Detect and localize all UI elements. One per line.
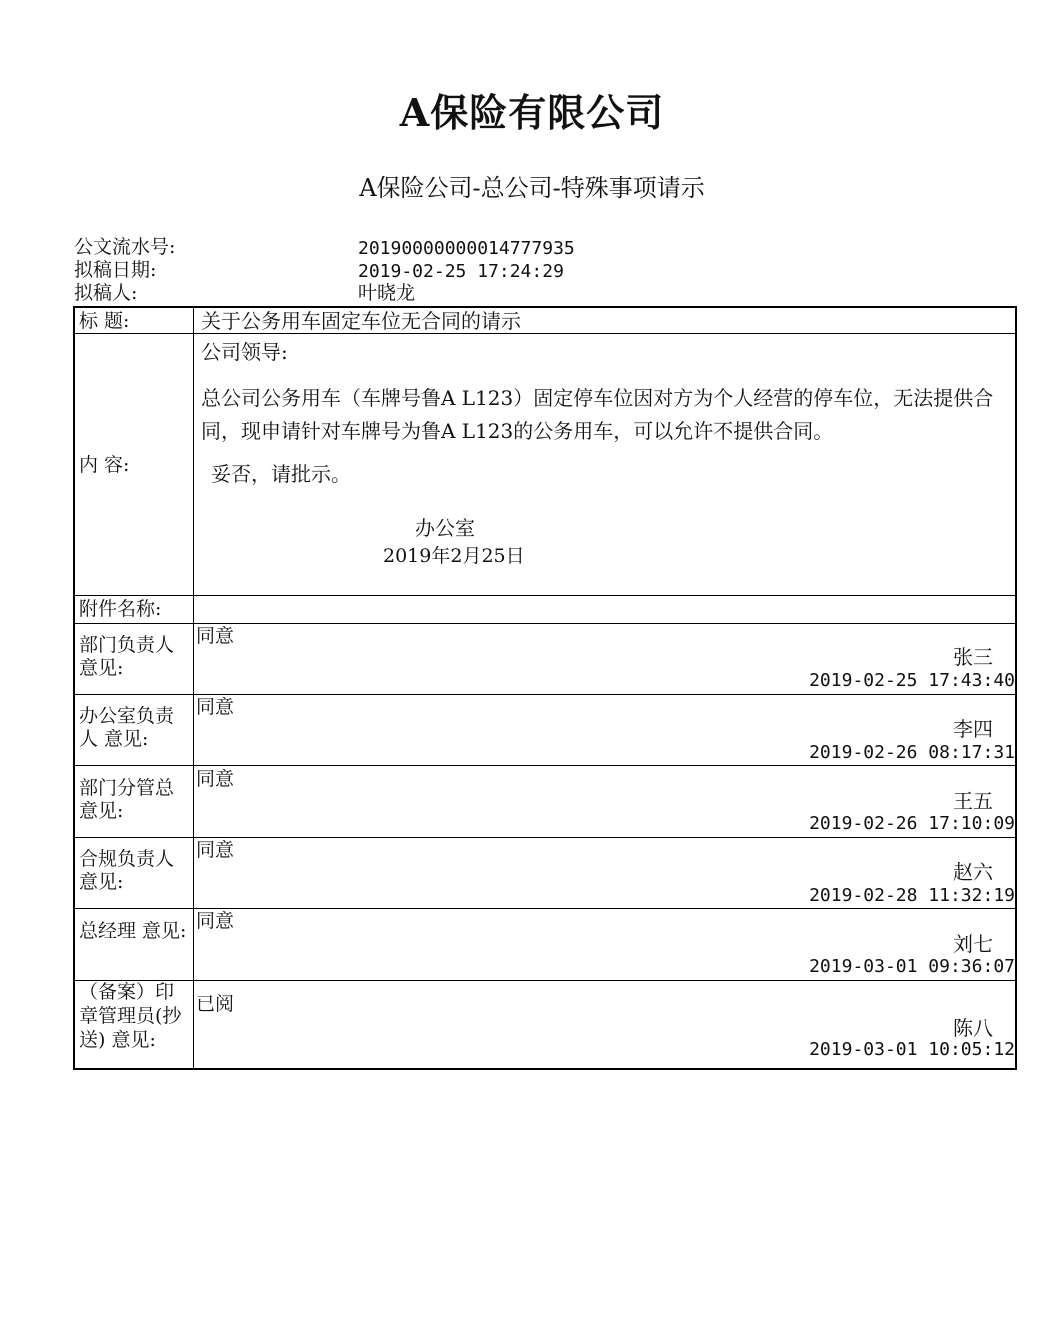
author-value: 叶晓龙 [358, 282, 416, 304]
opinion-time: 2019-03-01 09:36:07 [809, 956, 1015, 977]
content-salutation: 公司领导: [201, 340, 288, 364]
draft-date-value: 2019-02-25 17:24:29 [358, 261, 564, 282]
opinion-label: 总经理 意见: [79, 920, 187, 942]
opinion-time: 2019-03-01 10:05:12 [809, 1039, 1015, 1060]
author-label: 拟稿人: [74, 282, 138, 304]
content-closing: 妥否，请批示。 [211, 462, 351, 486]
opinion-text: 同意 [196, 696, 235, 718]
opinion-label: 部门分管总 意见: [79, 777, 175, 822]
opinion-text: 同意 [196, 839, 235, 861]
row-divider [75, 765, 1015, 766]
opinion-label: 办公室负责人 意见: [79, 705, 175, 750]
opinion-time: 2019-02-26 08:17:31 [809, 742, 1015, 763]
signer-name: 李四 [953, 717, 993, 741]
row-divider [75, 595, 1015, 596]
opinion-time: 2019-02-28 11:32:19 [809, 885, 1015, 906]
signer-name: 王五 [953, 789, 993, 813]
opinion-text: 同意 [196, 625, 235, 647]
signer-name: 陈八 [953, 1016, 993, 1040]
signer-name: 赵六 [953, 860, 993, 884]
title-value: 关于公务用车固定车位无合同的请示 [201, 309, 521, 333]
content-department: 办公室 [415, 516, 475, 540]
opinion-text: 同意 [196, 910, 235, 932]
serial-value: 20190000000014777935 [358, 238, 575, 259]
content-label: 内 容: [79, 454, 130, 476]
content-body: 总公司公务用车（车牌号鲁A L123）固定停车位因对方为个人经营的停车位，无法提供合同，现申请针对车牌号为鲁A L123的公务用车，可以允许不提供合同。 [201, 386, 994, 443]
form-column-divider [193, 308, 194, 1068]
signer-name: 刘七 [953, 932, 993, 956]
opinion-label: （备案）印章管理员(抄送) 意见: [79, 981, 182, 1051]
company-title: A保险有限公司 [399, 90, 665, 135]
attachment-label: 附件名称: [79, 598, 162, 620]
serial-label: 公文流水号: [74, 236, 176, 258]
row-divider [75, 333, 1015, 334]
opinion-time: 2019-02-25 17:43:40 [809, 670, 1015, 691]
draft-date-label: 拟稿日期: [74, 259, 157, 281]
signer-name: 张三 [953, 645, 993, 669]
opinion-time: 2019-02-26 17:10:09 [809, 813, 1015, 834]
opinion-label: 部门负责人 意见: [79, 634, 175, 679]
opinion-label: 合规负责人 意见: [79, 848, 175, 893]
content-date: 2019年2月25日 [383, 545, 525, 567]
row-divider [75, 980, 1015, 981]
title-label: 标 题: [79, 310, 130, 332]
approval-form [73, 306, 1017, 1070]
opinion-text: 同意 [196, 768, 235, 790]
opinion-text: 已阅 [196, 993, 235, 1015]
document-subtitle: A保险公司-总公司-特殊事项请示 [359, 174, 705, 202]
